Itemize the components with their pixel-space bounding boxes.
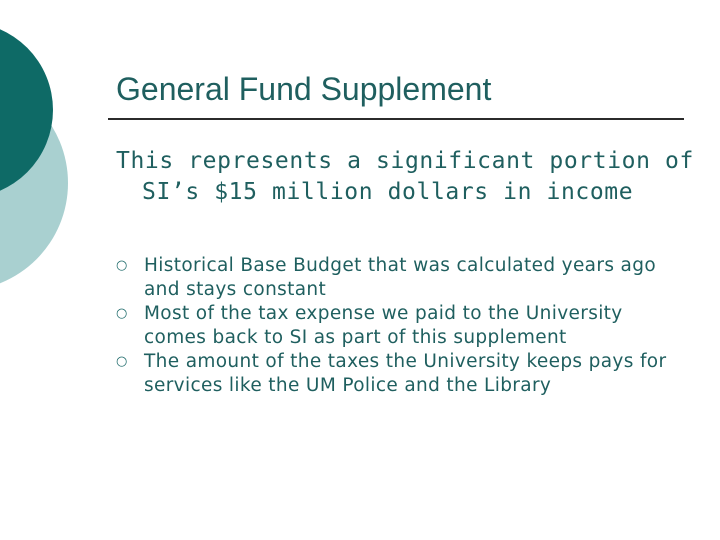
slide-title: General Fund Supplement	[116, 71, 492, 107]
bullet-item-base-budget	[116, 254, 686, 302]
bullet-text: The amount of the taxes the University keeps pays for services like the UM Police and the Library	[144, 351, 667, 396]
bullet-item-tax-expense	[116, 302, 686, 350]
hollow-circle-bullet-icon: ○	[116, 306, 128, 321]
decorative-circles	[0, 0, 80, 290]
bullet-list	[116, 254, 686, 398]
lead-statement: This represents a significant portion of SI’s $15 million dollars in income	[116, 148, 694, 205]
hollow-circle-bullet-icon: ○	[116, 258, 128, 273]
bullet-item-taxes-kept	[116, 350, 686, 398]
hollow-circle-bullet-icon: ○	[116, 354, 128, 369]
bullet-text: Most of the tax expense we paid to the University comes back to SI as part of this supplement	[144, 303, 623, 348]
title-divider	[108, 118, 684, 120]
bullet-text: Historical Base Budget that was calculated years ago and stays constant	[144, 255, 656, 300]
